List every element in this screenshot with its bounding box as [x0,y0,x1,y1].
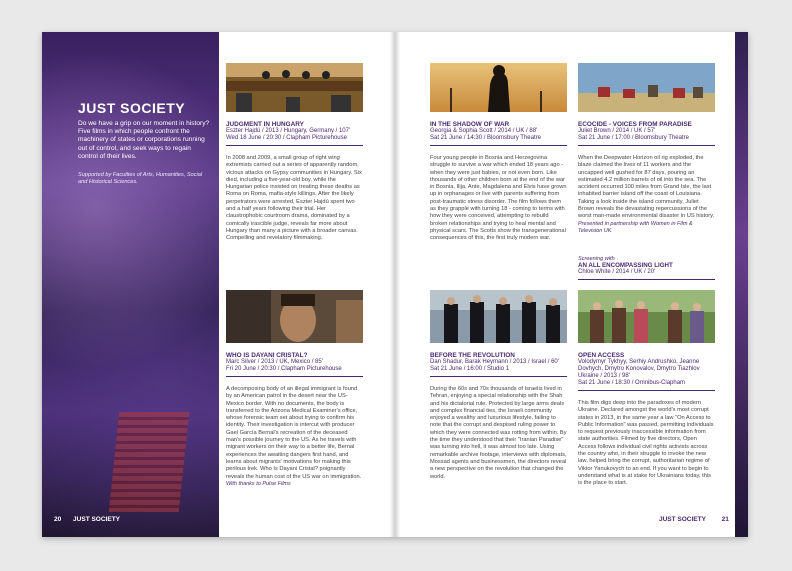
film-still [430,290,567,343]
film-synopsis: This film digs deep into the paradoxes of modern Ukraine. Declared amongst the world's most corrupt states in 2013, in the same year a law "On Access to Public Information" was passed, permitting individuals to request previously inaccessible information from state authorities. Filmed by five directors, Open Access follows individual civil rights activists across the country who, in their struggle to invoke the new law, helped bring the corrupt, authoritarian regime of Viktor Yanukovych to an end. If you want to begin to understand what is at stake for Ukrainians today, this is the place to start. [578,400,714,487]
film-synopsis: During the 60s and 70s thousands of Israelis lived in Tehran, enjoying a special relationship with the Shah and his dictatorial rule. Protected by large arms deals and complex financial ties, the Israeli community enjoyed a wealthy and luxurious lifestyle, failing to note that the corrupt and despised ruling power to which they were connected was rotting from within. By the time they understood that their "Iranian Paradise" was turning into hell, it was almost too late. Using remarkable archive footage, interviews with diplomats, Mossad agents and businessmen, the directors reveal a new perspective on the revolution that changed the world. [430,386,567,480]
film-credits: Juliet Brown / 2014 / UK / 57' [578,128,656,134]
divider [578,390,715,391]
film-credit: With thanks to Pulse Films [226,480,291,487]
film-screening-time: Sat 21 June / 16:00 / Studio 1 [430,366,510,372]
right-edge-image-strip [735,32,748,537]
divider [430,145,567,146]
film-title: OPEN ACCESS [578,352,625,359]
film-title: IN THE SHADOW OF WAR [430,121,510,128]
film-screening-time: Sat 21 June / 14:30 / Bloomsbury Theatre [430,135,541,141]
folio-right [659,516,729,523]
film-screening-time: Wed 18 June / 20:30 / Clapham Picturehouse [226,135,347,141]
page-number-left: 20 [54,516,62,523]
film-credits: Georgia & Sophia Scott / 2014 / UK / 88' [430,128,538,134]
film-ecocide [578,63,715,235]
film-screening-time: Fri 20 June / 20:30 / Clapham Picturehouse [226,366,342,372]
film-judgment-in-hungary [226,63,363,243]
film-credits: Volodymyr Tykhyy, Serhiy Andrushko, Jeanne Dovhych, Dmytro Konovalov, Dmytro Tiazhlov Ukraine / 2013 / 98' [578,359,700,379]
film-synopsis: Four young people in Bosnia and Herzegovina struggle to survive a war which ended 18 years ago - when they were just babies, or not even born. Like thousands of other children born at the end of the war in Bosnia, Ilija, Ante, Magdalena and Elvis have grown up in orphanages or live with parents suffering from post-traumatic stress disorder. The film follows them as they grapple with turning 18 - coming to terms with how they were conceived, attempting to rebuild broken relationships and trying to heal mental and physical scars. The Scotts show the transgenerational consequences of this, the first truly modern war. [430,155,567,242]
film-title: ECOCIDE - VOICES FROM PARADISE [578,121,692,128]
left-page [42,32,393,537]
divider [578,279,715,280]
screening-title: AN ALL ENCOMPASSING LIGHT [578,262,673,269]
folio-label-right: JUST SOCIETY [659,516,706,523]
film-open-access [578,290,715,488]
film-still [578,290,715,343]
screening-credits: Chloe White / 2014 / UK / 20' [578,269,656,275]
film-before-the-revolution [430,290,567,481]
folio-label-left: JUST SOCIETY [73,516,121,523]
film-credits: Eszter Hajdú / 2013 / Hungary, Germany / 107' [226,128,351,134]
section-title: JUST SOCIETY [78,100,186,116]
folio-left [54,516,120,523]
brochure-spread [42,32,748,537]
screening-with-block [578,256,715,289]
film-credit: Presented in partnership with Women in Film & Television UK [578,220,693,234]
film-synopsis: In 2008 and 2009, a small group of right wing extremists carried out a series of apparently random, vicious attacks on Gypsy communities in Hungary. Six died, including a five-year-old boy, while the Hungarian police insisted on treating these deaths as Roma on Roma, mafia-style killings. After the likely perpetrators were arrested, Eszter Hajdú spent two and a half years following their trial. Her claustrophobic courtroom drama, dominated by a comically irascible judge, reveals far more about Hungary than many a picture with a broader canvas. Compelling and revelatory filmmaking. [226,155,362,242]
section-hero-image [42,32,219,537]
film-title: JUDGMENT IN HUNGARY [226,121,304,128]
film-credits: Dan Shadur, Barak Heymann / 2013 / Israel / 60' [430,359,559,365]
film-synopsis: A decomposing body of an illegal immigrant is found by an American patrol in the desert near the US-Mexico border. With no documents, the body is transferred to the Arizona Medical Examiner's office, whose forensic team set about trying to confirm his identity. Their investigation is intercut with producer Gael García Bernal's recreation of the deceased man's possible journey to the US. As he travels with migrant workers on their way to a better life, Bernal experiences the awaiting dangers first hand, and learns about migrants' motivations for making this perilous trek. Who Is Dayani Cristal? poignantly reveals the human cost of the US war on immigration. [226,386,362,480]
film-credits: Marc Silver / 2013 / UK, Mexico / 85' [226,359,323,365]
section-intro: Do we have a grip on our moment in history? Five films in which people confront the machinery of states or corporations running out of control, and seek ways to regain control of their lives. [78,120,210,160]
film-still [226,63,363,112]
film-who-is-dayani-cristal [226,290,363,488]
divider [226,376,363,377]
divider [226,145,363,146]
divider [430,376,567,377]
film-title: BEFORE THE REVOLUTION [430,352,515,359]
page-number-right: 21 [721,516,729,523]
film-still [430,63,567,112]
film-synopsis: When the Deepwater Horizon oil rig exploded, the blaze claimed the lives of 11 workers and the uncapped well gushed for 87 days, pouring an estimated 4.2 million barrels of oil into the sea. The accident occurred 100 miles from Grand Isle, the last inhabited barrier island off the coast of Louisiana. Taking a look inside the island community, Juliet Brown reveals the devastating repercussions of the worst man-made environmental disaster in US history. [578,155,715,220]
screening-label: Screening with [578,256,615,262]
deckchair-shape [109,412,190,512]
film-still [578,63,715,112]
film-in-the-shadow-of-war [430,63,567,243]
film-title: WHO IS DAYANI CRISTAL? [226,352,308,359]
right-page [397,32,748,537]
film-still [226,290,363,343]
film-screening-time: Sat 21 June / 18:30 / Omnibus-Clapham [578,380,686,386]
film-screening-time: Sat 21 June / 17:00 / Bloomsbury Theatre [578,135,689,141]
divider [578,145,715,146]
section-support: Supported by Faculties of Arts, Humanities, Social and Historical Sciences. [78,172,203,185]
